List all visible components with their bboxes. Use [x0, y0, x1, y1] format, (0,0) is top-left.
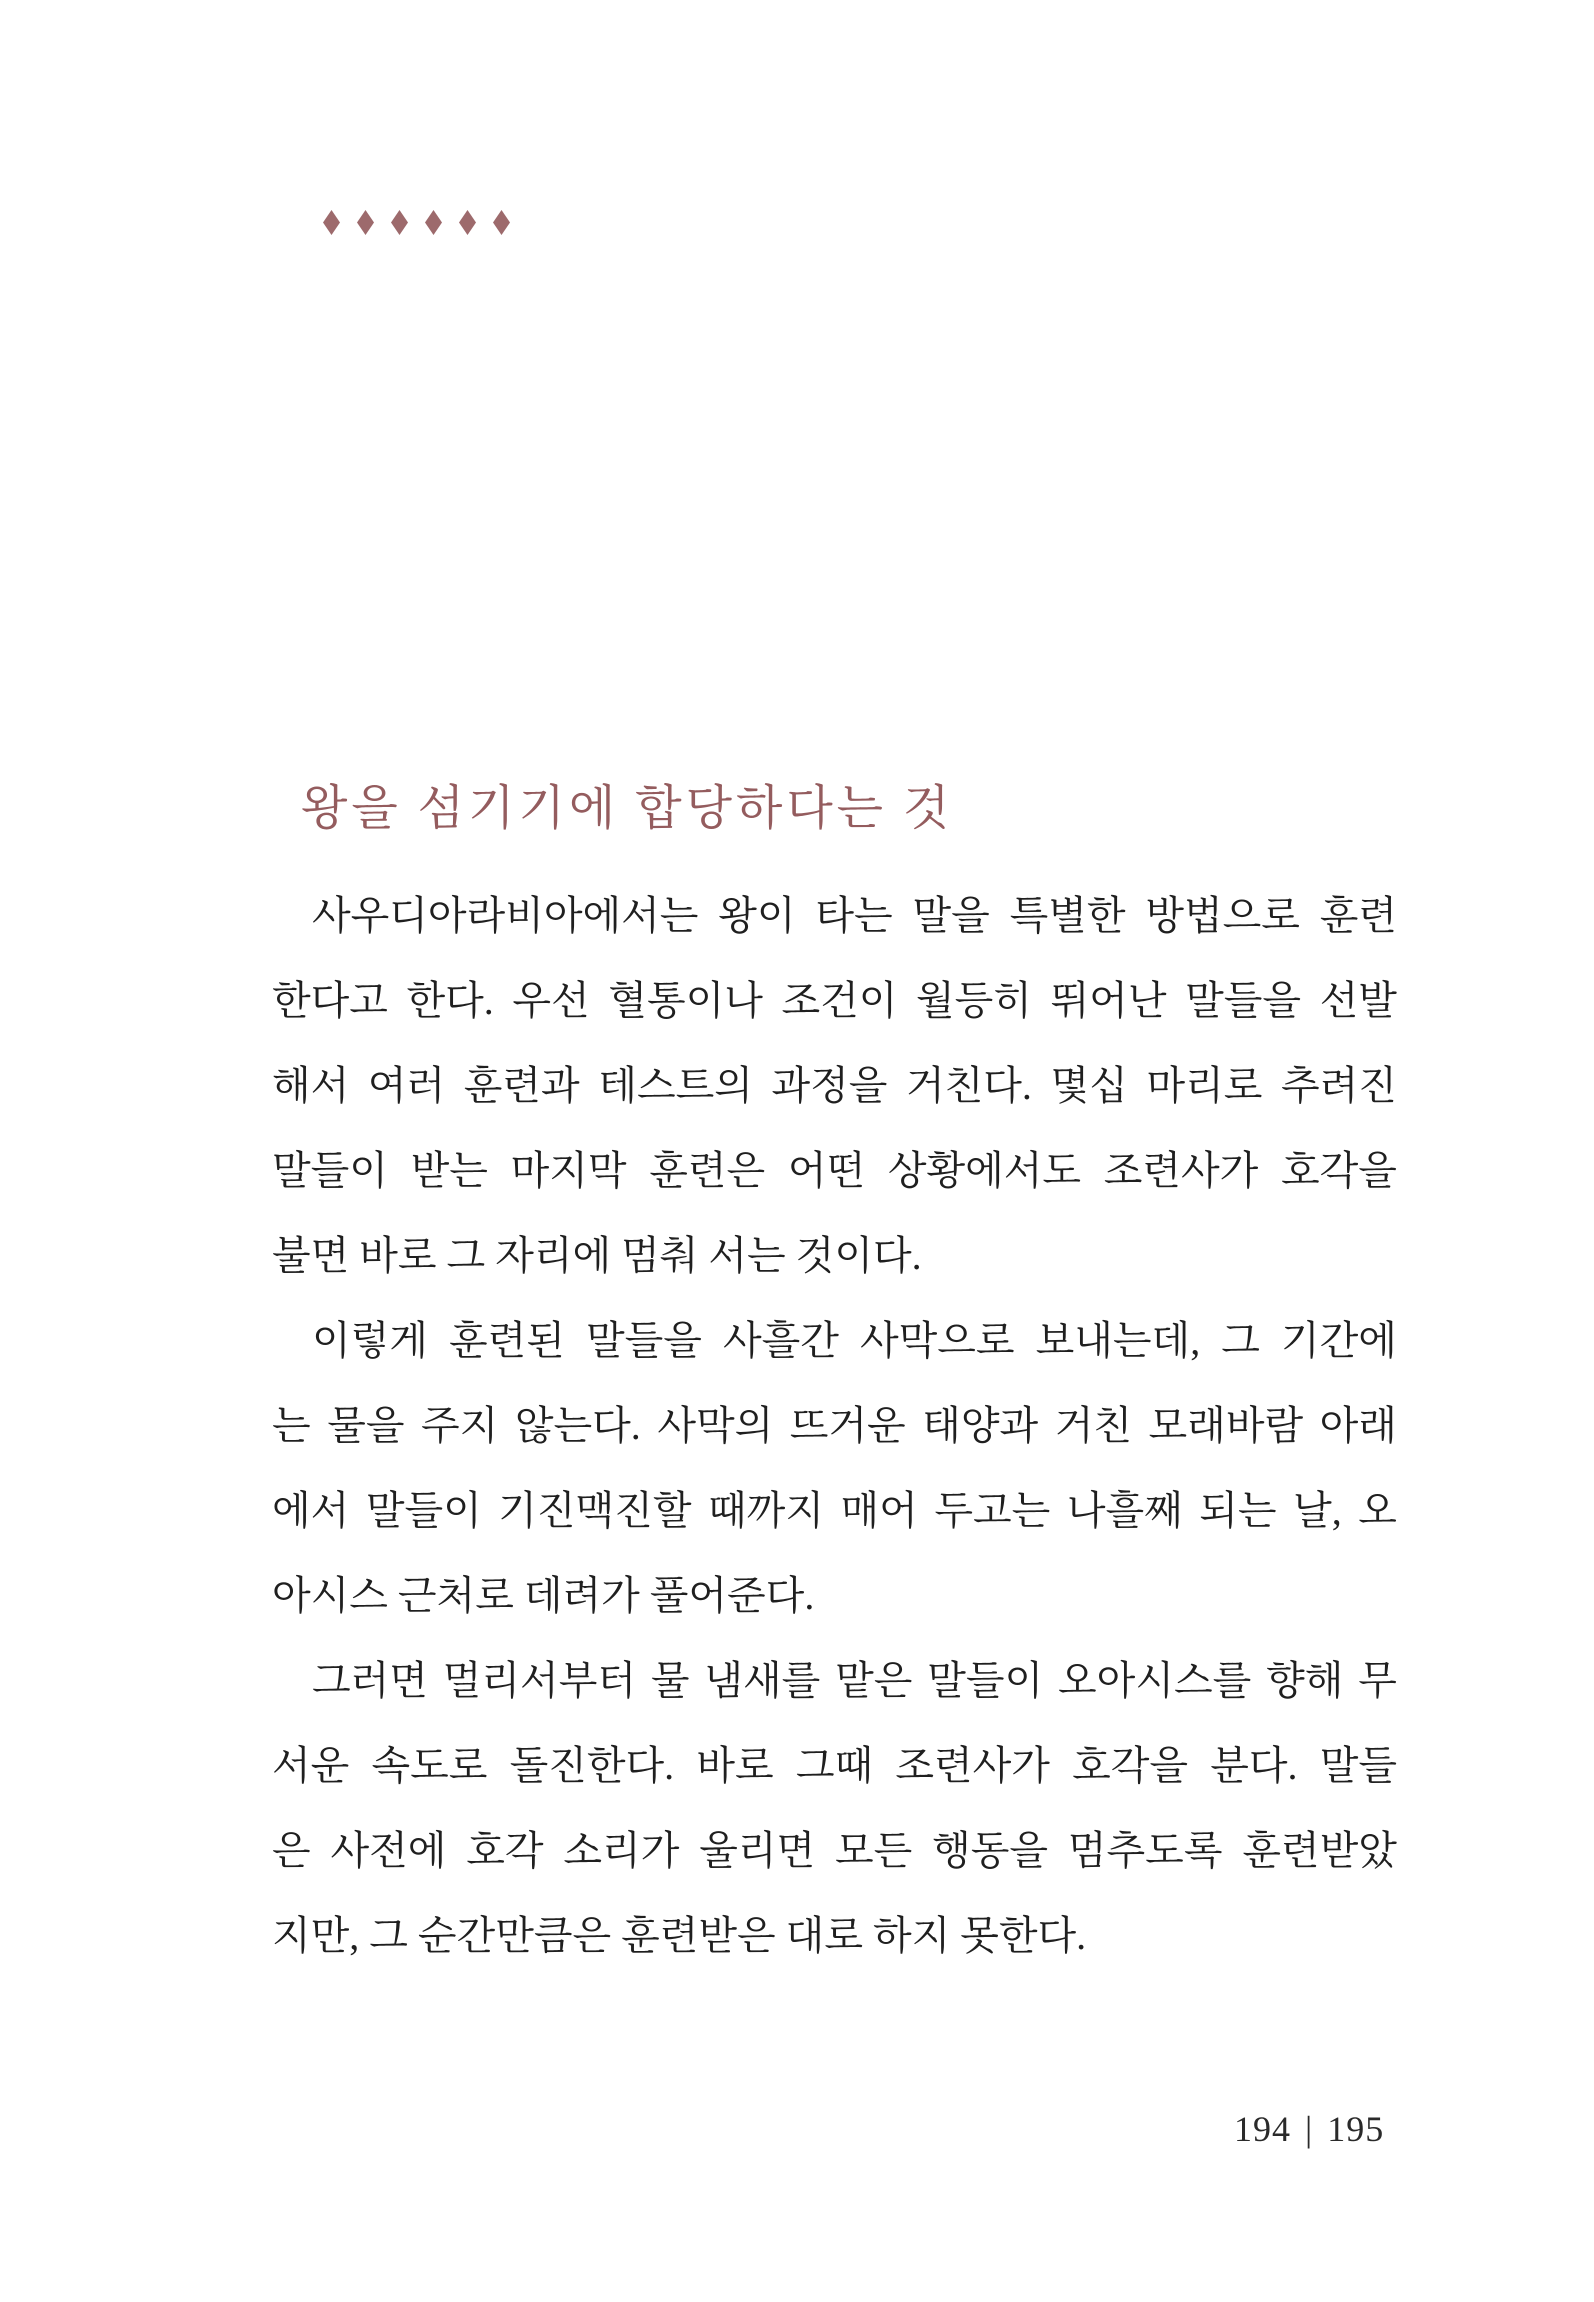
body-line: 사우디아라비아에서는 왕이 타는 말을 특별한 방법으로 훈련: [312, 893, 1397, 938]
page-number: [1234, 2108, 1384, 2150]
body-text: [272, 873, 1397, 1978]
page-number-left: 194: [1234, 2109, 1291, 2149]
body-line: 말들이 받는 마지막 훈련은 어떤 상황에서도 조련사가 호각을: [272, 1148, 1397, 1193]
diamond-icon: [323, 210, 340, 235]
section-heading: 왕을 섬기기에 합당하다는 것: [301, 782, 954, 835]
page-number-right: 195: [1327, 2109, 1385, 2149]
diamond-ornament-row: [323, 210, 510, 235]
body-line: 이렇게 훈련된 말들을 사흘간 사막으로 보내는데, 그 기간에: [312, 1318, 1397, 1363]
body-line: 에서 말들이 기진맥진할 때까지 매어 두고는 나흘째 되는 날, 오: [272, 1488, 1397, 1533]
body-line: 한다고 한다. 우선 혈통이나 조건이 월등히 뛰어난 말들을 선발: [272, 978, 1397, 1023]
body-line: 지만, 그 순간만큼은 훈련받은 대로 하지 못한다.: [272, 1913, 1087, 1958]
diamond-icon: [493, 210, 510, 235]
page-number-separator: |: [1305, 2109, 1314, 2149]
diamond-icon: [391, 210, 408, 235]
body-line: 그러면 멀리서부터 물 냄새를 맡은 말들이 오아시스를 향해 무: [312, 1658, 1397, 1703]
body-line: 불면 바로 그 자리에 멈춰 서는 것이다.: [272, 1233, 922, 1278]
diamond-icon: [357, 210, 374, 235]
diamond-icon: [425, 210, 442, 235]
body-line: 해서 여러 훈련과 테스트의 과정을 거친다. 몇십 마리로 추려진: [272, 1063, 1397, 1108]
body-line: 는 물을 주지 않는다. 사막의 뜨거운 태양과 거친 모래바람 아래: [272, 1403, 1397, 1448]
body-line: 은 사전에 호각 소리가 울리면 모든 행동을 멈추도록 훈련받았: [272, 1828, 1397, 1873]
body-line: 아시스 근처로 데려가 풀어준다.: [272, 1573, 815, 1618]
body-line: 서운 속도로 돌진한다. 바로 그때 조련사가 호각을 분다. 말들: [272, 1743, 1397, 1788]
diamond-icon: [459, 210, 476, 235]
